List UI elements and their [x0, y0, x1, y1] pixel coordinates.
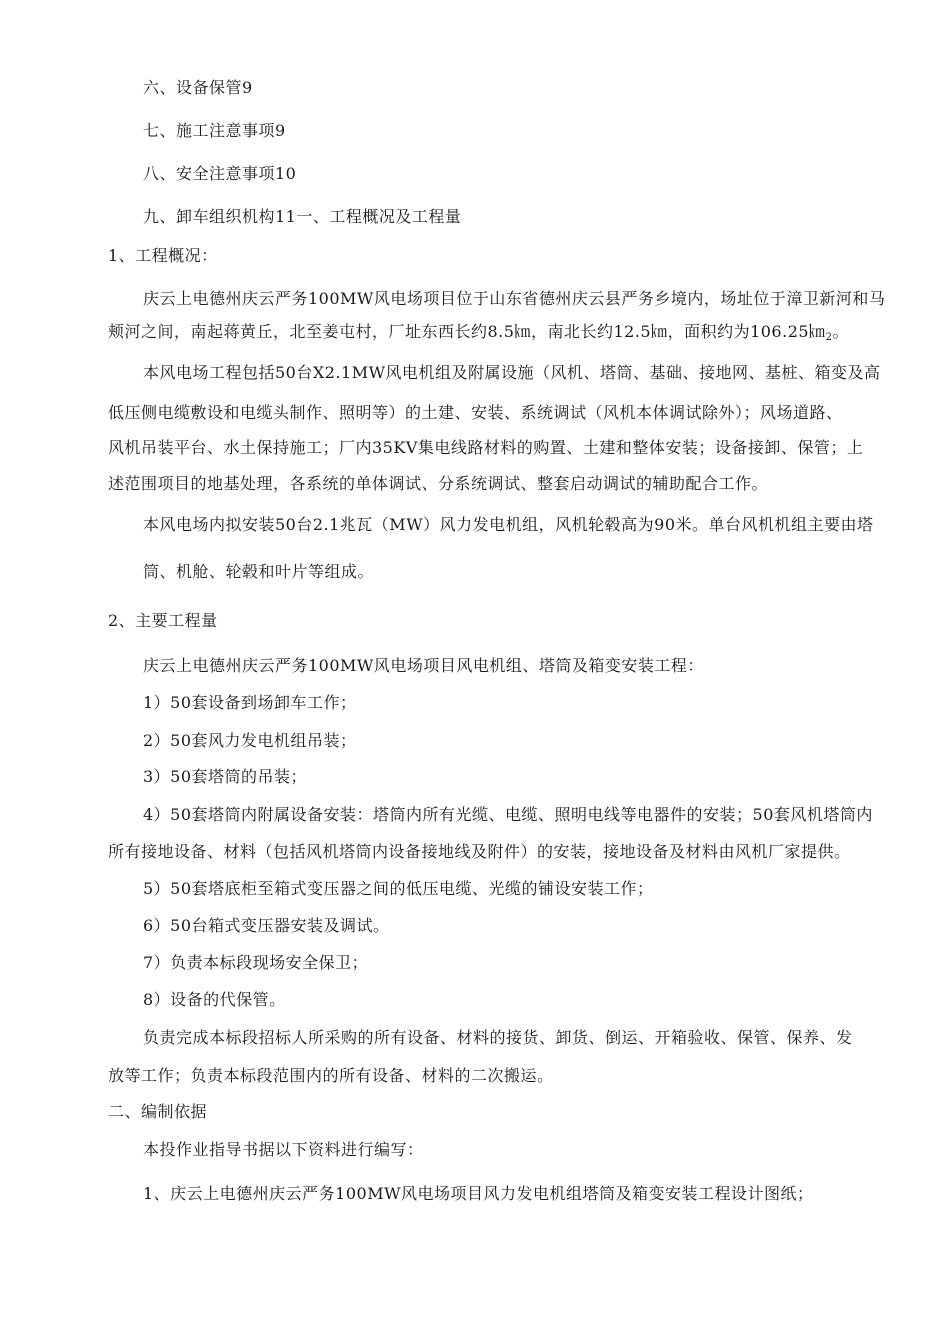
- toc-item: 六、设备保管9: [143, 78, 253, 97]
- toc-item: 九、卸车组织机构11一、工程概况及工程量: [143, 207, 462, 226]
- section-heading: 1、工程概况：: [108, 246, 218, 265]
- paragraph-line: 本风电场工程包括50台X2.1MW风电机组及附属设施（风机、塔筒、基础、接地网、基桩、箱变及高: [143, 363, 881, 382]
- paragraph-line: 颊河之间，南起蒋黄丘，北至姜屯村，厂址东西长约8.5㎞，南北长约12.5㎞，面积约为$106.25㎞_2$。: [108, 322, 849, 343]
- paragraph-line: 风机吊装平台、水土保持施工；厂内35KV集电线路材料的购置、土建和整体安装；设备接卸、保管；上: [108, 438, 864, 457]
- paragraph-line: 低压侧电缆敷设和电缆头制作、照明等）的土建、安装、系统调试（风机本体调试除外）；风场道路、: [108, 403, 843, 422]
- paragraph-line: 述范围项目的地基处理，各系统的单体调试、分系统调试、整套启动调试的辅助配合工作。: [108, 474, 769, 493]
- list-item: 所有接地设备、材料（包括风机塔筒内设备接地线及附件）的安装，接地设备及材料由风机厂家提供。: [108, 842, 851, 861]
- list-item: 8）设备的代保管。: [143, 990, 286, 1009]
- paragraph-line: 本风电场内拟安装50台2.1兆瓦（MW）风力发电机组，风机轮毂高为90米。单台风机机组主要由塔: [143, 515, 874, 534]
- list-item: 7）负责本标段现场安全保卫；: [143, 953, 369, 972]
- paragraph-line: 庆云上电德州庆云严务100MW风电场项目位于山东省德州庆云县严务乡境内，场址位于漳卫新河和马: [143, 289, 886, 308]
- list-item: 6）50台箱式变压器安装及调试。: [143, 916, 390, 935]
- list-item: 3）50套塔筒的吊装；: [143, 767, 308, 786]
- list-item: 4）50套塔筒内附属设备安装：塔筒内所有光缆、电缆、照明电线等电器件的安装；50套风机塔筒内: [143, 805, 873, 824]
- list-item: 5）50套塔底柜至箱式变压器之间的低压电缆、光缆的铺设安装工作；: [143, 879, 654, 898]
- toc-item: 八、安全注意事项10: [143, 164, 297, 183]
- section-heading: 2、主要工程量: [108, 611, 218, 630]
- list-item: 2）50套风力发电机组吊装；: [143, 731, 357, 750]
- superscript-area-unit: 2: [825, 332, 833, 343]
- toc-item: 七、施工注意事项9: [143, 121, 286, 140]
- paragraph-line: 放等工作；负责本标段范围内的所有设备、材料的二次搬运。: [108, 1066, 554, 1085]
- list-item: 1）50套设备到场卸车工作；: [143, 693, 357, 712]
- paragraph-line: 庆云上电德州庆云严务100MW风电场项目风电机组、塔筒及箱变安装工程：: [143, 656, 704, 675]
- section-heading: 二、编制依据: [108, 1102, 208, 1121]
- paragraph-line: 筒、机舱、轮毂和叶片等组成。: [143, 562, 375, 581]
- paragraph-line: 本投作业指导书据以下资料进行编写：: [143, 1140, 424, 1159]
- paragraph-line: 负责完成本标段招标人所采购的所有设备、材料的接货、卸货、倒运、开箱验收、保管、保养、发: [143, 1028, 853, 1047]
- list-item: 1、庆云上电德州庆云严务100MW风电场项目风力发电机组塔筒及箱变安装工程设计图纸；: [143, 1184, 814, 1203]
